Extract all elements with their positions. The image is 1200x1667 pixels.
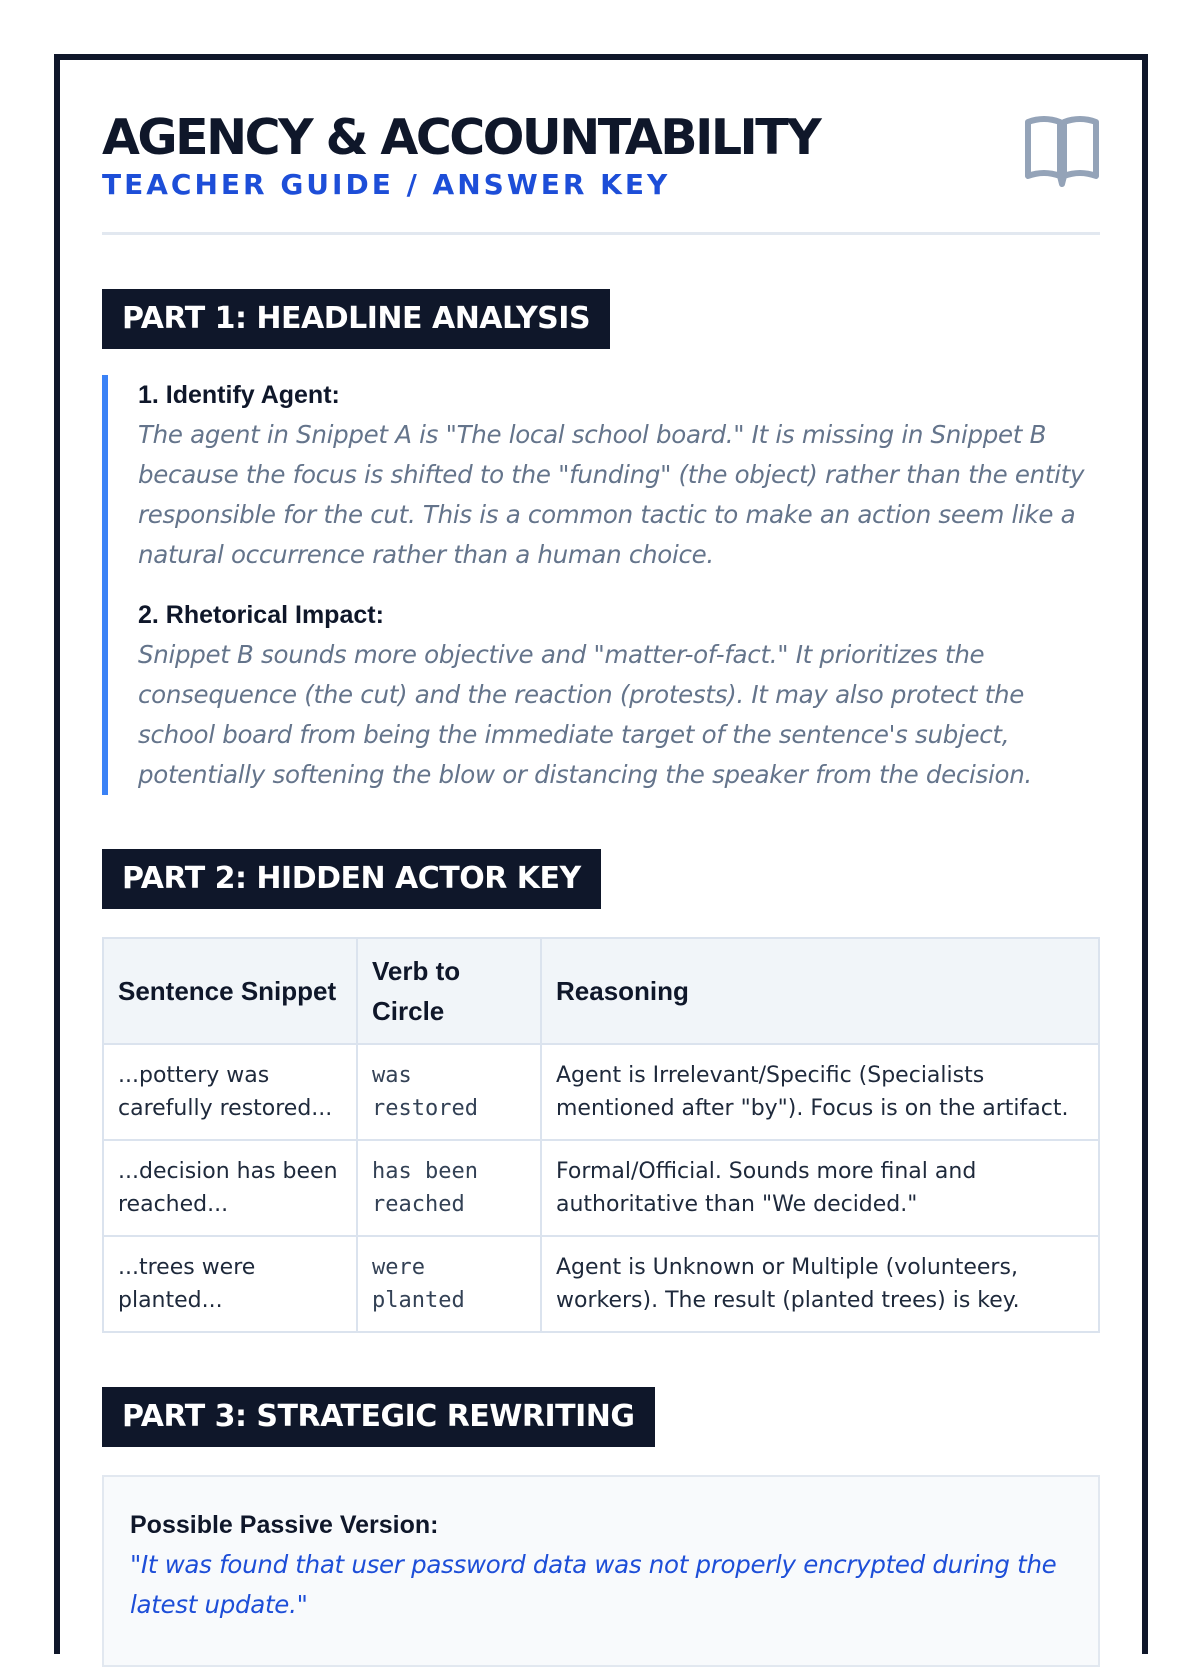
part2-heading: PART 2: HIDDEN ACTOR KEY — [102, 849, 601, 909]
column-header: Reasoning — [541, 938, 1099, 1044]
part3-heading: PART 3: STRATEGIC REWRITING — [102, 1387, 655, 1447]
table-row — [103, 1140, 1099, 1236]
column-header: Verb to Circle — [357, 938, 541, 1044]
verb-cell: was restored — [357, 1044, 541, 1140]
snippet-cell: ...decision has been reached... — [103, 1140, 357, 1236]
question-title: 1. Identify Agent: — [138, 381, 340, 409]
page-title: AGENCY & ACCOUNTABILITY — [102, 109, 820, 166]
column-header: Sentence Snippet — [103, 938, 357, 1044]
reasoning-cell: Formal/Official. Sounds more final and authoritative than "We decided." — [541, 1140, 1099, 1236]
question-block — [138, 595, 1100, 795]
table-row — [103, 1236, 1099, 1332]
rewrite-text: "It was found that user password data was not properly encrypted during the latest update." — [130, 1550, 1057, 1619]
question-answer: The agent in Snippet A is "The local school board." It is missing in Snippet B because the focus is shifted to the "funding" (the object) rather than the entity responsible for the cut. This is a common tactic to make an action seem like a natural occurrence rather than a human choice. — [138, 420, 1085, 569]
table-row — [103, 1044, 1099, 1140]
verb-cell: were planted — [357, 1236, 541, 1332]
part1-heading: PART 1: HEADLINE ANALYSIS — [102, 289, 610, 349]
answer-key-sheet — [54, 54, 1148, 1654]
rewrite-label: Possible Passive Version: — [130, 1511, 439, 1539]
headline-analysis-answers — [102, 375, 1100, 795]
page-subtitle: TEACHER GUIDE / ANSWER KEY — [102, 168, 671, 201]
question-block — [138, 375, 1100, 575]
book-open-icon — [1024, 114, 1100, 188]
question-answer: Snippet B sounds more objective and "matter-of-fact." It prioritizes the consequence (the cut) and the reaction (protests). It may also protect the school board from being the immediate target of the sentence's subject, potentially softening the blow or distancing the speaker from the decision. — [138, 640, 1032, 789]
snippet-cell: ...trees were planted... — [103, 1236, 357, 1332]
verb-cell: has been reached — [357, 1140, 541, 1236]
reasoning-cell: Agent is Unknown or Multiple (volunteers, workers). The result (planted trees) is key. — [541, 1236, 1099, 1332]
reasoning-cell: Agent is Irrelevant/Specific (Specialists mentioned after "by"). Focus is on the artifact. — [541, 1044, 1099, 1140]
question-title: 2. Rhetorical Impact: — [138, 601, 384, 629]
table-header-row — [103, 938, 1099, 1044]
hidden-actor-table — [102, 937, 1100, 1333]
snippet-cell: ...pottery was carefully restored... — [103, 1044, 357, 1140]
rewrite-box — [102, 1475, 1100, 1667]
page-header — [102, 108, 1100, 235]
